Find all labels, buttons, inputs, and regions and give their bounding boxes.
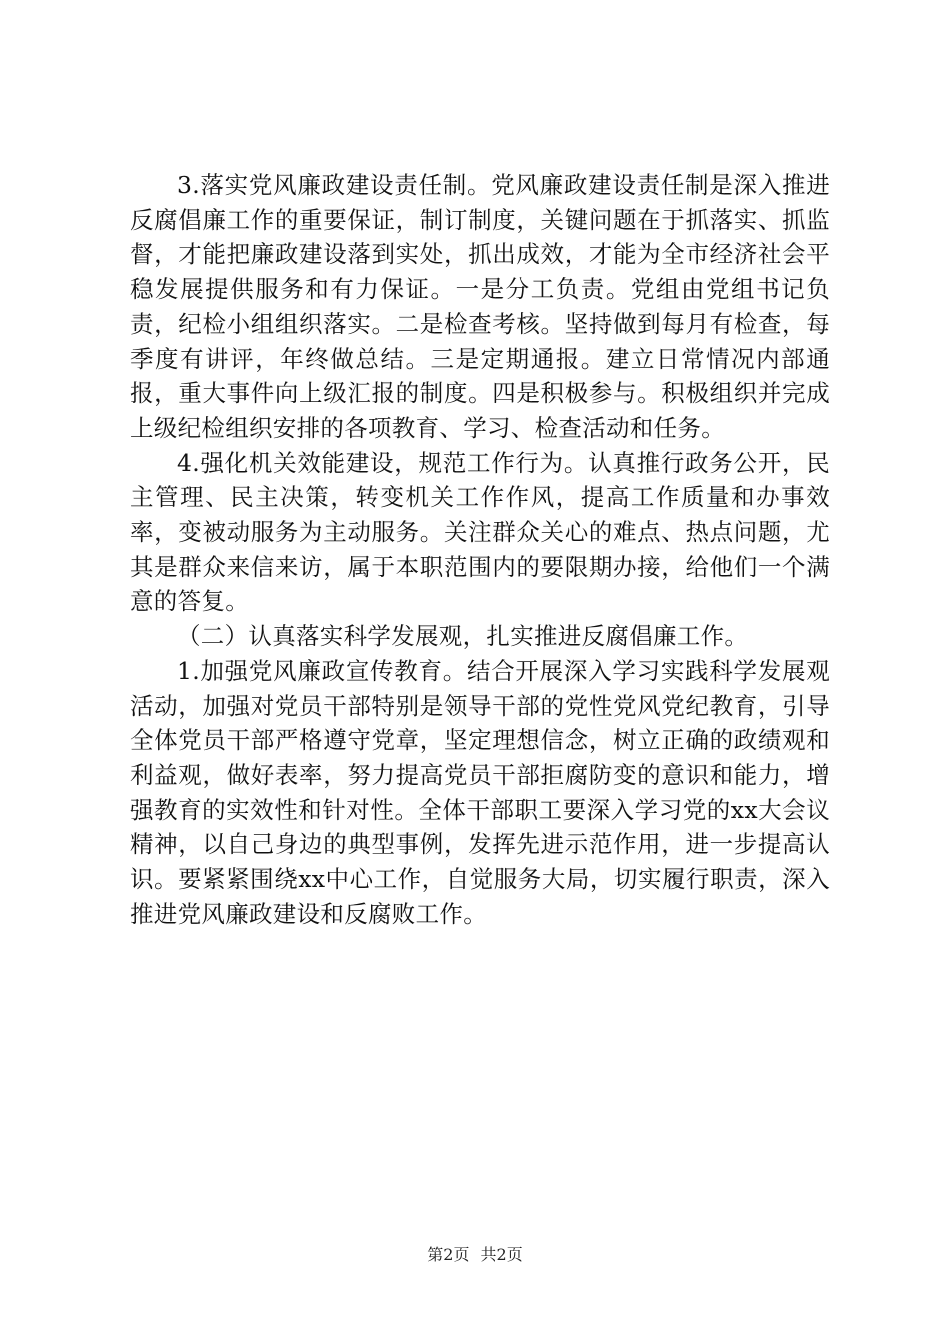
page-footer	[0, 1244, 950, 1266]
paragraph-1-education: 1.加强党风廉政宣传教育。结合开展深入学习实践科学发展观活动，加强对党员干部特别是领导干部的党性党风党纪教育，引导全体党员干部严格遵守党章，坚定理想信念，树立正确的政绩观和利益观，做好表率，努力提高党员干部拒腐防变的意识和能力，增强教育的实效性和针对性。全体干部职工要深入学习党的xx大会议精神，以自己身边的典型事例，发挥先进示范作用，进一步提高认识。要紧紧围绕xx中心工作，自觉服务大局，切实履行职责，深入推进党风廉政建设和反腐败工作。	[130, 656, 830, 928]
paragraph-4-efficiency: 4.强化机关效能建设，规范工作行为。认真推行政务公开，民主管理、民主决策，转变机关工作作风，提高工作质量和办事效率，变被动服务为主动服务。关注群众关心的难点、热点问题，尤其是群众来信来访，属于本职范围内的要限期办接，给他们一个满意的答复。	[130, 448, 830, 616]
document-body	[130, 168, 830, 931]
page-total: 共2页	[480, 1245, 523, 1264]
section-heading-2: （二）认真落实科学发展观，扎实推进反腐倡廉工作。	[177, 622, 749, 651]
page-number: 第2页	[427, 1245, 470, 1264]
paragraph-3-responsibility: 3.落实党风廉政建设责任制。党风廉政建设责任制是深入推进反腐倡廉工作的重要保证，制订制度，关键问题在于抓落实、抓监督，才能把廉政建设落到实处，抓出成效，才能为全市经济社会平稳发展提供服务和有力保证。一是分工负责。党组由党组书记负责，纪检小组组织落实。二是检查考核。坚持做到每月有检查，每季度有讲评，年终做总结。三是定期通报。建立日常情况内部通报，重大事件向上级汇报的制度。四是积极参与。积极组织并完成上级纪检组织安排的各项教育、学习、检查活动和任务。	[130, 171, 830, 442]
